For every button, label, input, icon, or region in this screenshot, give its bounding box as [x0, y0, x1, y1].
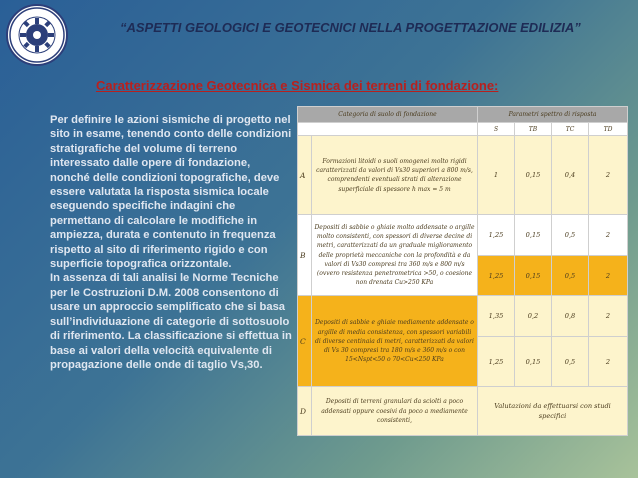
category-c-tc-2: 0,5: [552, 336, 589, 387]
soil-category-table: [297, 106, 628, 436]
category-c-description: Depositi di sabbie e ghiaie mediamente addensate o argille di media consistenza, con spessori variabili di diverse centinaia di metri, caratterizzati da valori di Vs 30 compresi tra 180 m/s e 360 m/s o con 15<Nspt<50 o 70<Cu<250 KPa: [312, 296, 478, 387]
page-title: “ASPETTI GEOLOGICI E GEOTECNICI NELLA PROGETTAZIONE EDILIZIA”: [120, 20, 581, 35]
col-header-td: TD: [589, 123, 628, 136]
category-b-tc-1: 0,5: [552, 215, 589, 255]
header-params: Parametri spettro di risposta: [478, 107, 628, 123]
category-d-description: Depositi di terreni granulari da sciolti a poco addensati oppure coesivi da poco a mediamente consistenti,: [312, 387, 478, 436]
category-b-td-2: 2: [589, 255, 628, 295]
category-a-description: Formazioni litoidi o suoli omogenei molto rigidi caratterizzati da valori di Vs30 superiori a 800 m/s, comprendenti eventuali strati di alterazione superficiale di spessore h max = 5 m: [312, 136, 478, 215]
category-b: B: [298, 215, 312, 296]
category-d: D: [298, 387, 312, 436]
category-b-tb-2: 0,15: [515, 255, 552, 295]
category-c-td-2: 2: [589, 336, 628, 387]
col-header-s: S: [478, 123, 515, 136]
category-b-s-2: 1,25: [478, 255, 515, 295]
section-subtitle: Caratterizzazione Geotecnica e Sismica dei terreni di fondazione:: [96, 78, 499, 93]
category-c-tb-1: 0,2: [515, 296, 552, 336]
col-header-tc: TC: [552, 123, 589, 136]
header-category: Categoria di suolo di fondazione: [298, 107, 478, 123]
category-c-s-2: 1,25: [478, 336, 515, 387]
category-c-tb-2: 0,15: [515, 336, 552, 387]
category-c-tc-1: 0,8: [552, 296, 589, 336]
category-a: A: [298, 136, 312, 215]
category-b-td-1: 2: [589, 215, 628, 255]
category-a-td: 2: [589, 136, 628, 215]
category-b-description: Depositi di sabbie o ghiaie molto addensate o argille molto consistenti, con spessori di diverse decine di metri, caratterizzati da un graduale miglioramento delle proprietà meccaniche con la profondità e da valori di Vs30 compresi tra 360 m/s e 800 m/s (ovvero resistenza penetrometrica >50, o coesione non drenata Cu>250 KPa: [312, 215, 478, 296]
university-seal-icon: [6, 4, 68, 66]
category-b-s-1: 1,25: [478, 215, 515, 255]
category-a-tb: 0,15: [515, 136, 552, 215]
category-c: C: [298, 296, 312, 387]
category-a-tc: 0,4: [552, 136, 589, 215]
body-paragraph-2: In assenza di tali analisi le Norme Tecniche per le Costruzioni D.M. 2008 consentono di usare un approccio semplificato che si basa sull’individuazione di categorie di sottosuolo di riferimento. La classificazione si effettua in base ai valori della velocità equivalente di propagazione delle onde di taglio Vs,30.: [50, 272, 292, 371]
body-paragraph-1: Per definire le azioni sismiche di progetto nel sito in esame, tenendo conto delle condizioni stratigrafiche del volume di terreno interessato dalle opere di fondazione, nonché delle condizioni topografiche, deve essere valutata la risposta sismica locale eseguendo specifiche indagini che permettano di calcolare le modifiche in ampiezza, durata e contenuto in frequenza rispetto al sito di riferimento rigido e con superficie topografica orizzontale.: [50, 114, 292, 271]
category-d-note: Valutazioni da effettuarsi con studi specifici: [478, 387, 628, 436]
col-header-tb: TB: [515, 123, 552, 136]
category-c-td-1: 2: [589, 296, 628, 336]
category-a-s: 1: [478, 136, 515, 215]
body-text: [50, 113, 293, 372]
category-b-tb-1: 0,15: [515, 215, 552, 255]
category-c-s-1: 1,35: [478, 296, 515, 336]
subheader-spacer: [298, 123, 478, 136]
category-b-tc-2: 0,5: [552, 255, 589, 295]
